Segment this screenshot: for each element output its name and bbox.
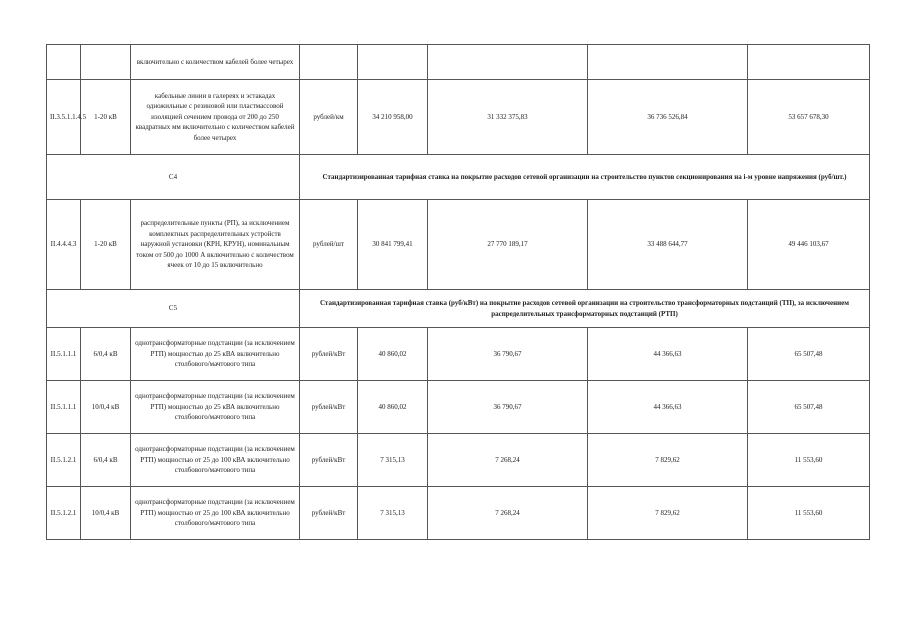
value-cell-1: 30 841 799,41 bbox=[358, 200, 428, 290]
section-header-row bbox=[47, 155, 870, 200]
unit-cell: рублей/кВт bbox=[300, 487, 358, 540]
value-cell-2 bbox=[428, 45, 588, 80]
voltage-cell: 1-20 кВ bbox=[81, 200, 131, 290]
value-cell-2: 36 790,67 bbox=[428, 381, 588, 434]
value-cell-2: 31 332 375,83 bbox=[428, 80, 588, 155]
value-cell-4: 11 553,60 bbox=[748, 487, 870, 540]
value-cell-2: 7 268,24 bbox=[428, 434, 588, 487]
item-code: II.3.5.1.1.4.5 bbox=[47, 80, 81, 155]
value-cell-3 bbox=[588, 45, 748, 80]
value-cell-4: 53 657 678,30 bbox=[748, 80, 870, 155]
unit-cell bbox=[300, 45, 358, 80]
description-cell: однотрансформаторные подстанции (за исключением РТП) мощностью от 25 до 100 кВА включительно столбового/мачтового типа bbox=[131, 487, 300, 540]
value-cell-3: 7 829,62 bbox=[588, 487, 748, 540]
description-cell: однотрансформаторные подстанции (за исключением РТП) мощностью от 25 до 100 кВА включительно столбового/мачтового типа bbox=[131, 434, 300, 487]
value-cell-1: 7 315,13 bbox=[358, 434, 428, 487]
value-cell-4 bbox=[748, 45, 870, 80]
value-cell-1: 34 210 958,00 bbox=[358, 80, 428, 155]
unit-cell: рублей/кВт bbox=[300, 434, 358, 487]
unit-cell: рублей/кВт bbox=[300, 381, 358, 434]
tariff-table bbox=[46, 44, 870, 540]
value-cell-4: 65 507,48 bbox=[748, 328, 870, 381]
table-row bbox=[47, 381, 870, 434]
section-title: Стандартизированная тарифная ставка на покрытие расходов сетевой организации на строительство пунктов секционирования на i-м уровне напряжения (руб/шт.) bbox=[300, 155, 870, 200]
item-code: II.5.1.1.1 bbox=[47, 381, 81, 434]
value-cell-2: 36 790,67 bbox=[428, 328, 588, 381]
table-row bbox=[47, 434, 870, 487]
voltage-cell: 10/0,4 кВ bbox=[81, 487, 131, 540]
table-row bbox=[47, 328, 870, 381]
section-header-row bbox=[47, 290, 870, 328]
value-cell-2: 7 268,24 bbox=[428, 487, 588, 540]
table-row bbox=[47, 487, 870, 540]
value-cell-2: 27 770 189,17 bbox=[428, 200, 588, 290]
description-cell: кабельные линии в галереях и эстакадах одножильные с резиновой или пластмассовой изоляцией сечением провода от 200 до 250 квадратных мм включительно с количеством кабелей более четырех bbox=[131, 80, 300, 155]
item-code: II.4.4.4.3 bbox=[47, 200, 81, 290]
unit-cell: рублей/кВт bbox=[300, 328, 358, 381]
description-cell: однотрансформаторные подстанции (за исключением РТП) мощностью до 25 кВА включительно столбового/мачтового типа bbox=[131, 381, 300, 434]
description-cell: однотрансформаторные подстанции (за исключением РТП) мощностью до 25 кВА включительно столбового/мачтового типа bbox=[131, 328, 300, 381]
unit-cell: рублей/км bbox=[300, 80, 358, 155]
section-code: С4 bbox=[47, 155, 300, 200]
item-code: II.5.1.1.1 bbox=[47, 328, 81, 381]
voltage-cell: 10/0,4 кВ bbox=[81, 381, 131, 434]
value-cell-1: 40 860,02 bbox=[358, 328, 428, 381]
value-cell-3: 33 488 644,77 bbox=[588, 200, 748, 290]
value-cell-3: 36 736 526,84 bbox=[588, 80, 748, 155]
item-code: II.5.1.2.1 bbox=[47, 434, 81, 487]
table-row bbox=[47, 80, 870, 155]
value-cell-3: 44 366,63 bbox=[588, 381, 748, 434]
description-cell: распределительные пункты (РП), за исключением комплектных распределительных устройств наружной установки (КРН, КРУН), номинальным током от 500 до 1000 А включительно с количеством ячеек от 10 до 15 включительно bbox=[131, 200, 300, 290]
value-cell-1: 7 315,13 bbox=[358, 487, 428, 540]
voltage-cell: 6/0,4 кВ bbox=[81, 328, 131, 381]
voltage-cell bbox=[81, 45, 131, 80]
unit-cell: рублей/шт bbox=[300, 200, 358, 290]
value-cell-3: 7 829,62 bbox=[588, 434, 748, 487]
voltage-cell: 1-20 кВ bbox=[81, 80, 131, 155]
section-title: Стандартизированная тарифная ставка (руб/кВт) на покрытие расходов сетевой организации на строительство трансформаторных подстанций (ТП), за исключением распределительных трансформаторных подстанций (РТП) bbox=[300, 290, 870, 328]
value-cell-4: 65 507,48 bbox=[748, 381, 870, 434]
voltage-cell: 6/0,4 кВ bbox=[81, 434, 131, 487]
description-cell: включительно с количеством кабелей более четырех bbox=[131, 45, 300, 80]
value-cell-4: 49 446 103,67 bbox=[748, 200, 870, 290]
value-cell-1: 40 860,02 bbox=[358, 381, 428, 434]
table-row bbox=[47, 200, 870, 290]
section-code: С5 bbox=[47, 290, 300, 328]
item-code: II.5.1.2.1 bbox=[47, 487, 81, 540]
value-cell-4: 11 553,60 bbox=[748, 434, 870, 487]
item-code bbox=[47, 45, 81, 80]
table-row bbox=[47, 45, 870, 80]
value-cell-1 bbox=[358, 45, 428, 80]
value-cell-3: 44 366,63 bbox=[588, 328, 748, 381]
